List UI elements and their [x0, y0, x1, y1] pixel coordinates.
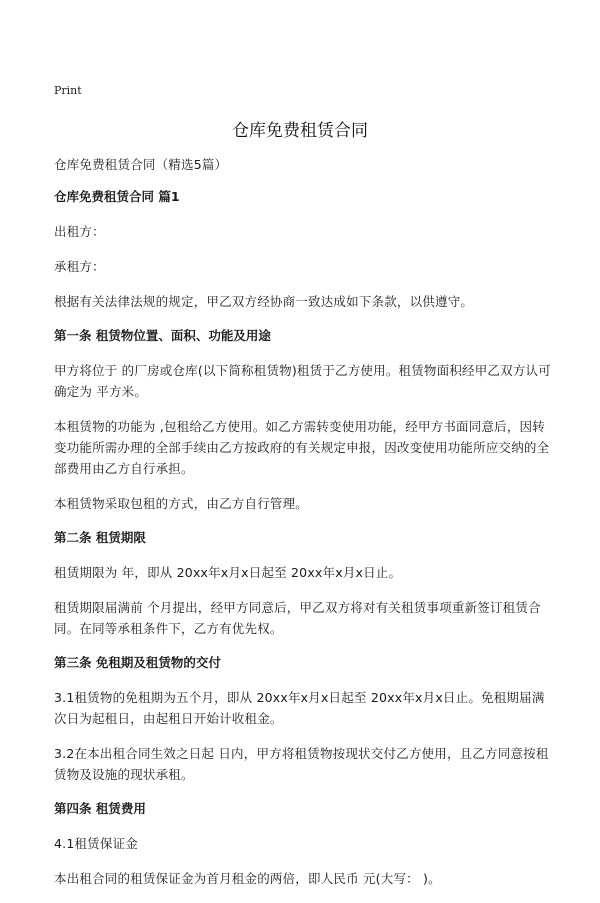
clause-heading-1: 第一条 租赁物位置、面积、功能及用途	[54, 328, 271, 343]
clause-1-paragraph-1: 甲方将位于 的厂房或仓库(以下简称租赁物)租赁于乙方使用。租赁物面积经甲乙双方认可确定为 平方米。	[54, 363, 551, 399]
clause-heading-2: 第二条 租赁期限	[54, 530, 146, 545]
clause-heading-4: 第四条 租赁费用	[54, 801, 146, 816]
clause-3-paragraph-2: 3.2在本出租合同生效之日起 日内，甲方将租赁物按现状交付乙方使用，且乙方同意按租赁物及设施的现状承租。	[54, 746, 549, 782]
document-body	[54, 154, 554, 903]
clause-1-paragraph-2: 本租赁物的功能为 ,包租给乙方使用。如乙方需转变使用功能，经甲方书面同意后，因转变功能所需办理的全部手续由乙方按政府的有关规定申报，因改变使用功能所应交纳的全部费用由乙方自行承担。	[54, 419, 550, 476]
clause-4-paragraph-1: 本出租合同的租赁保证金为首月租金的两倍，即人民币 元(大写： )。	[54, 871, 441, 886]
section-heading-article-1: 仓库免费租赁合同 篇1	[54, 189, 180, 204]
lessee-line: 承租方：	[54, 259, 105, 274]
clause-heading-3: 第三条 免租期及租赁物的交付	[54, 655, 221, 670]
clause-1-paragraph-3: 本租赁物采取包租的方式，由乙方自行管理。	[54, 496, 309, 511]
preamble-paragraph: 根据有关法律法规的规定，甲乙双方经协商一致达成如下条款，以供遵守。	[54, 294, 474, 309]
document-subtitle: 仓库免费租赁合同（精选5篇）	[54, 157, 228, 172]
print-label: Print	[54, 84, 82, 97]
clause-2-paragraph-1: 租赁期限为 年，即从 20xx年x月x日起至 20xx年x月x日止。	[54, 565, 402, 580]
lessor-line: 出租方：	[54, 224, 105, 239]
clause-3-paragraph-1: 3.1租赁物的免租期为五个月，即从 20xx年x月x日起至 20xx年x月x日止。免租期届满次日为起租日，由起租日开始计收租金。	[54, 690, 545, 726]
clause-4-subheading: 4.1租赁保证金	[54, 836, 138, 851]
document-title: 仓库免费租赁合同	[232, 121, 368, 141]
clause-2-paragraph-2: 租赁期限届满前 个月提出，经甲方同意后，甲乙双方将对有关租赁事项重新签订租赁合同。在同等承租条件下，乙方有优先权。	[54, 600, 541, 636]
